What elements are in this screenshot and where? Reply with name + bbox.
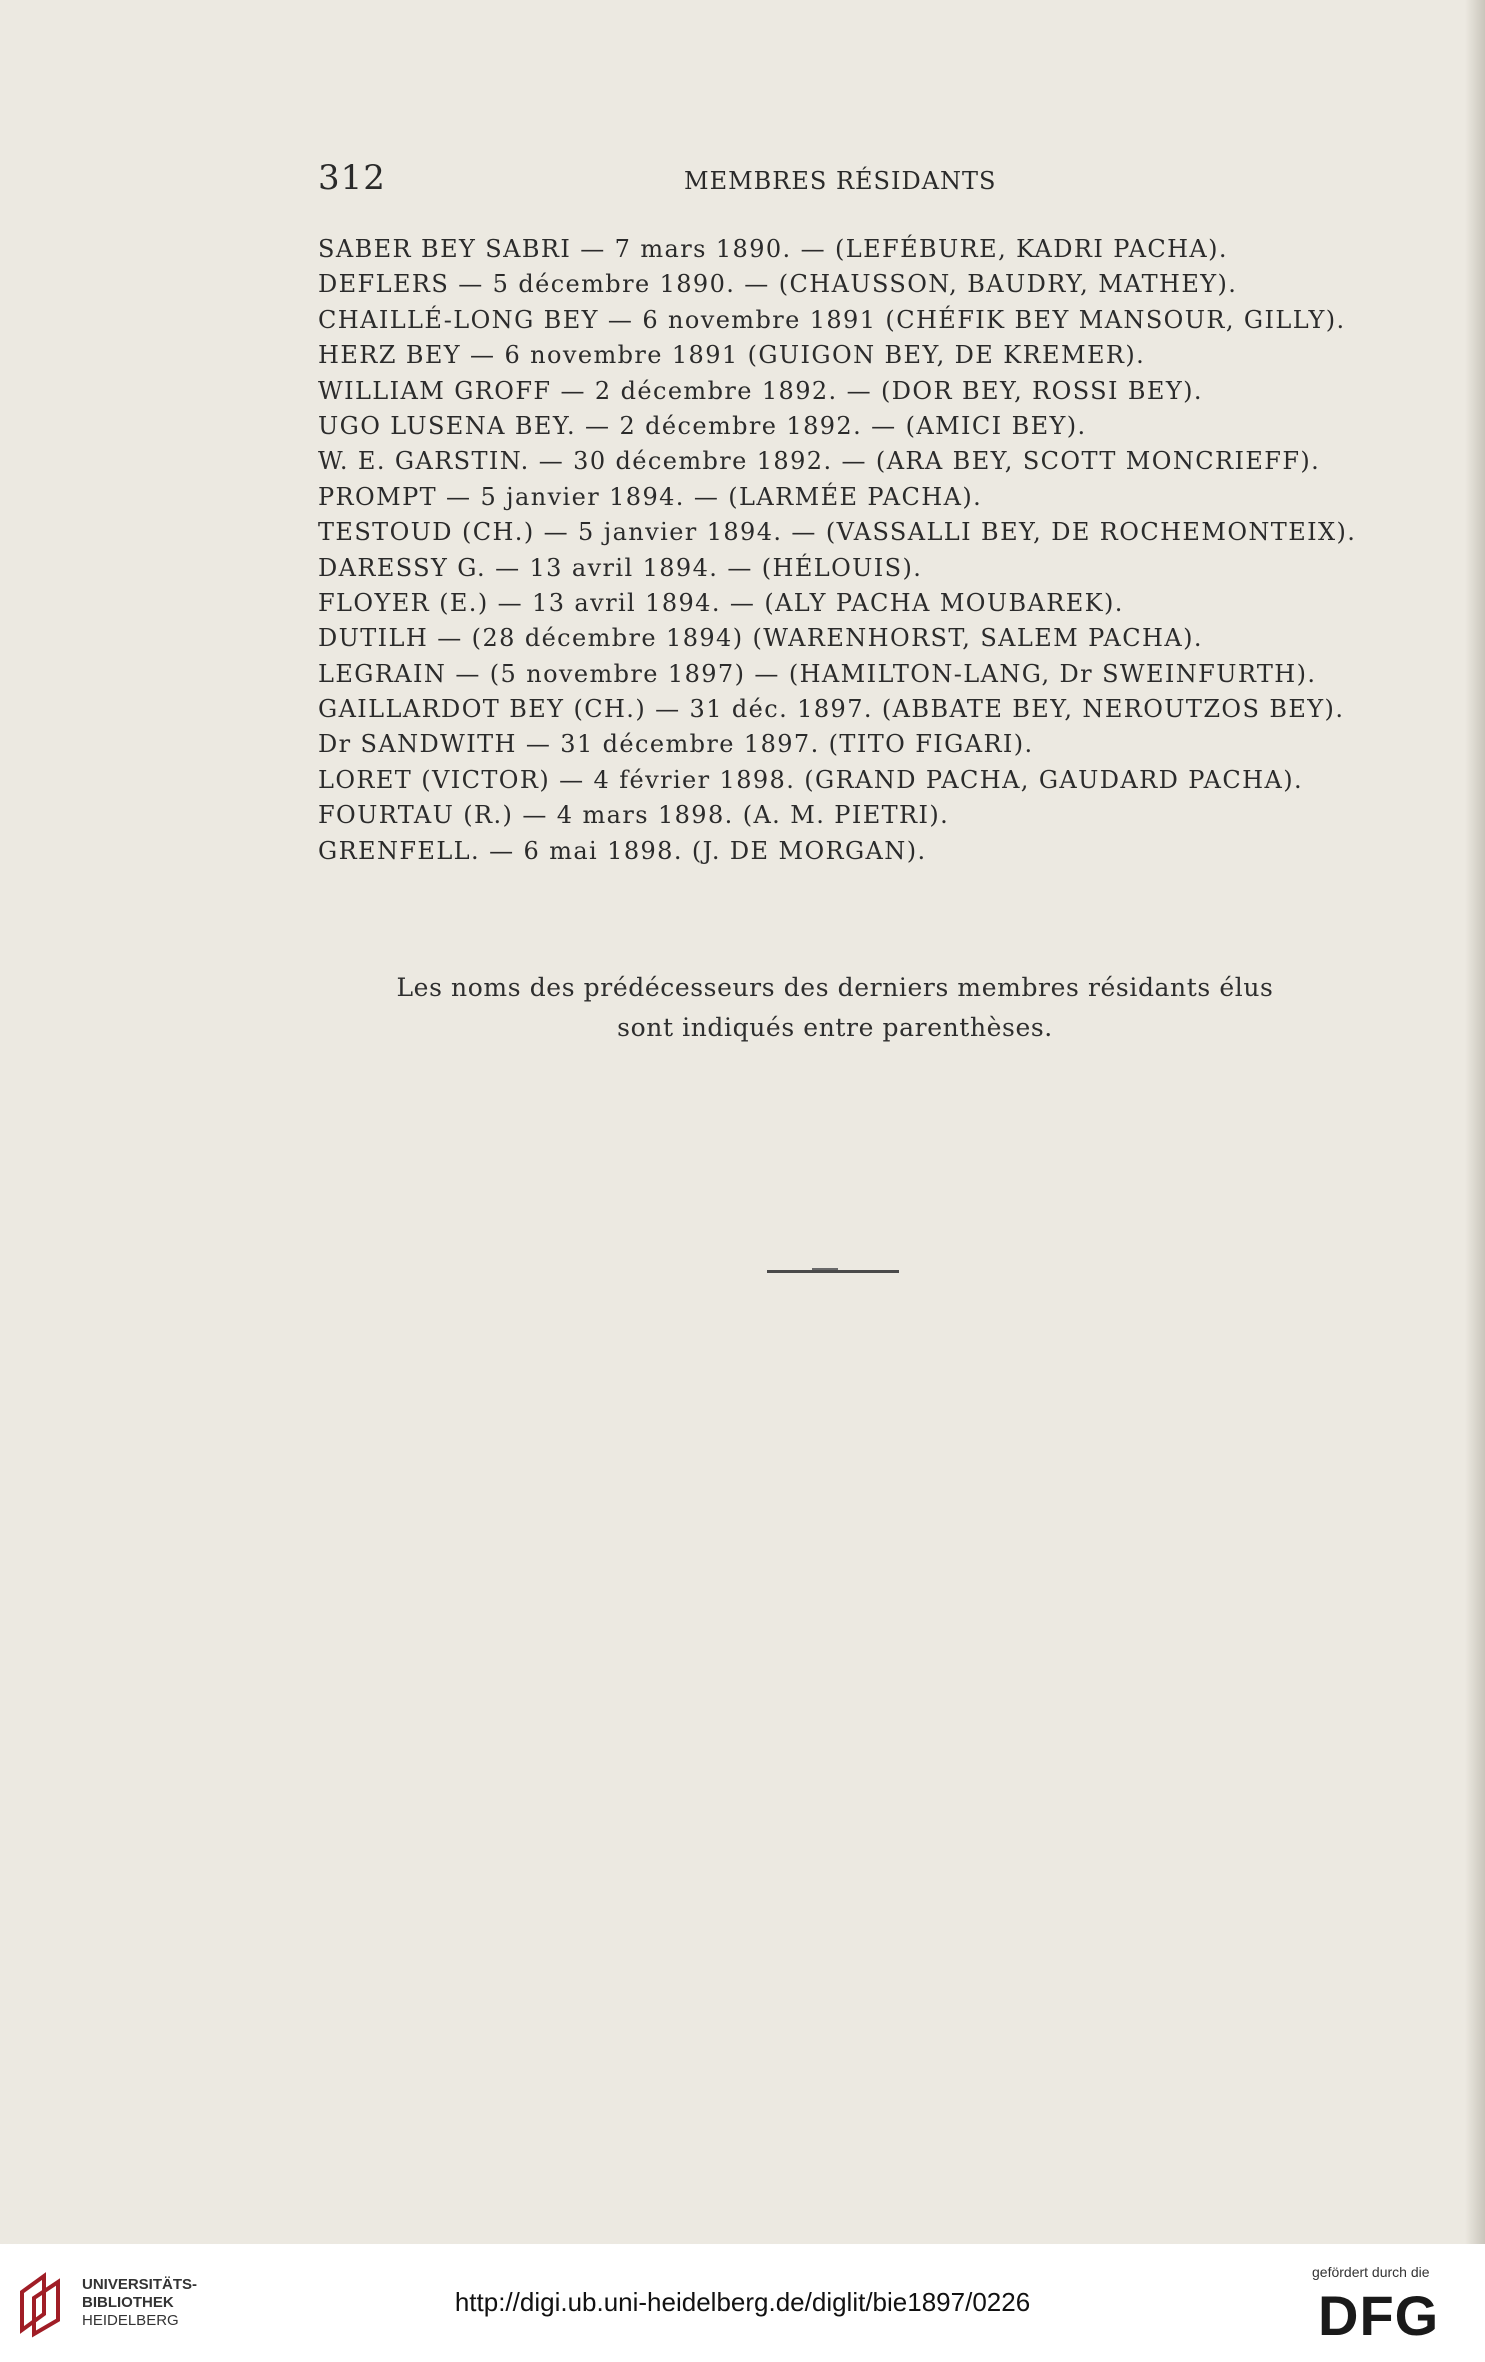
member-entry: DARESSY G. — 13 avril 1894. — (HÉLOUIS).: [318, 553, 923, 582]
page-number: 312: [318, 158, 386, 198]
member-entry: HERZ BEY — 6 novembre 1891 (GUIGON BEY, DE KREMER).: [318, 341, 1146, 370]
member-entry: GRENFELL. — 6 mai 1898. (J. DE MORGAN).: [318, 836, 927, 865]
member-entry: LORET (VICTOR) — 4 février 1898. (GRAND PACHA, GAUDARD PACHA).: [318, 765, 1303, 794]
permalink-url[interactable]: http://digi.ub.uni-heidelberg.de/diglit/bie1897/0226: [454, 2287, 1031, 2317]
member-entry: TESTOUD (CH.) — 5 janvier 1894. — (VASSALLI BEY, DE ROCHEMONTEIX).: [318, 518, 1357, 547]
viewer-footer: [0, 2244, 1485, 2362]
member-entry: SABER BEY SABRI — 7 mars 1890. — (LEFÉBURE, KADRI PACHA).: [318, 235, 1228, 263]
library-name-line: HEIDELBERG: [82, 2312, 179, 2329]
member-entry: FOURTAU (R.) — 4 mars 1898. (A. M. PIETRI).: [318, 801, 950, 830]
footnote-line: Les noms des prédécesseurs des derniers membres résidants élus: [396, 973, 1274, 1002]
member-entry: GAILLARDOT BEY (CH.) — 31 déc. 1897. (ABBATE BEY, NEROUTZOS BEY).: [318, 695, 1345, 724]
member-entry: LEGRAIN — (5 novembre 1897) — (HAMILTON-LANG, Dr SWEINFURTH).: [318, 659, 1317, 688]
dfg-logo: DFG: [1318, 2284, 1440, 2347]
footnote-line: sont indiqués entre parenthèses.: [617, 1013, 1053, 1042]
member-entry: DUTILH — (28 décembre 1894) (WARENHORST, SALEM PACHA).: [318, 624, 1203, 653]
member-entry: Dr SANDWITH — 31 décembre 1897. (TITO FIGARI).: [318, 730, 1034, 759]
member-entry: WILLIAM GROFF — 2 décembre 1892. — (DOR BEY, ROSSI BEY).: [318, 376, 1203, 405]
member-entry: FLOYER (E.) — 13 avril 1894. — (ALY PACHA MOUBAREK).: [318, 588, 1124, 617]
member-entry: UGO LUSENA BEY. — 2 décembre 1892. — (AMICI BEY).: [318, 411, 1087, 440]
separator-ornament: [812, 1268, 838, 1270]
separator-rule: [767, 1270, 899, 1273]
running-head: [318, 158, 1018, 198]
member-entry: W. E. GARSTIN. — 30 décembre 1892. — (ARA BEY, SCOTT MONCRIEFF).: [318, 447, 1321, 476]
funding-caption: gefördert durch die: [1312, 2264, 1430, 2280]
footnote: [340, 968, 1330, 1048]
library-name-line: BIBLIOTHEK: [82, 2294, 174, 2311]
section-title: MEMBRES RÉSIDANTS: [684, 167, 997, 195]
library-name-line: UNIVERSITÄTS-: [82, 2276, 198, 2293]
member-entry: PROMPT — 5 janvier 1894. — (LARMÉE PACHA).: [318, 482, 983, 511]
member-entry: DEFLERS — 5 décembre 1890. — (CHAUSSON, BAUDRY, MATHEY).: [318, 270, 1238, 299]
page-gutter-shadow: [1465, 0, 1485, 2244]
member-list: [318, 232, 1378, 869]
member-entry: CHAILLÉ-LONG BEY — 6 novembre 1891 (CHÉFIK BEY MANSOUR, GILLY).: [318, 305, 1346, 334]
